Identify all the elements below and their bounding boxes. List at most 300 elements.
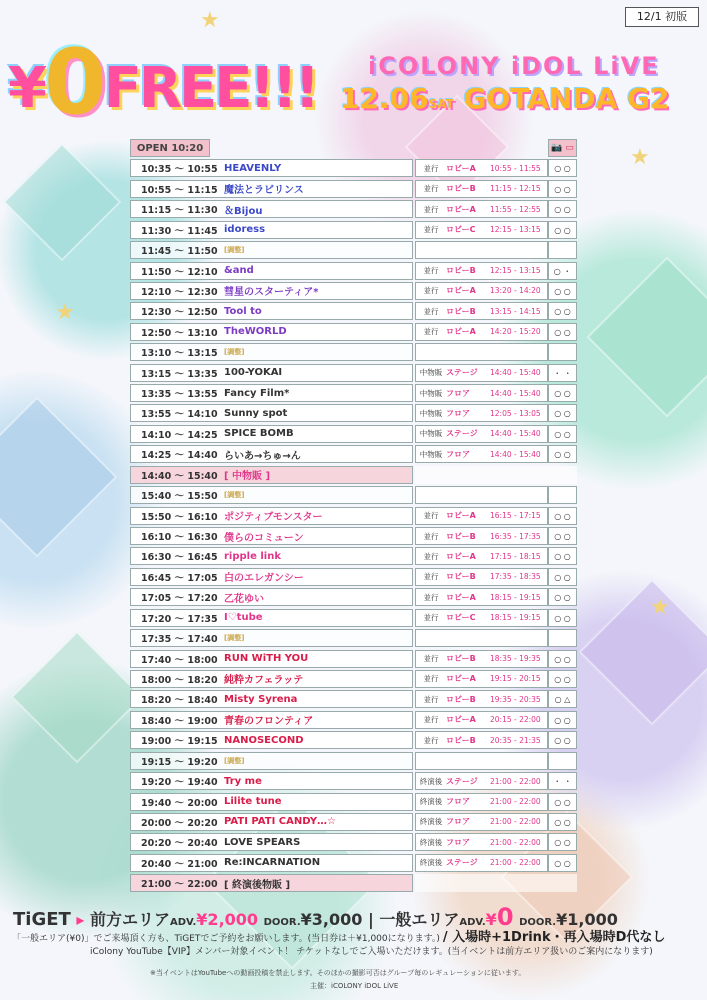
- slot-cell: [130, 690, 413, 708]
- performer-name: Tool to: [224, 305, 262, 317]
- merch-time: 17:35 - 18:35: [490, 572, 541, 582]
- slot-cell: [130, 813, 413, 831]
- performer-name: SPICE BOMB: [224, 428, 294, 440]
- slot-time: 12:10 ～ 12:30: [141, 286, 218, 298]
- logo-yen: ¥: [8, 56, 44, 121]
- general-adv-yen: ¥: [485, 910, 497, 929]
- schedule-row: [130, 445, 577, 463]
- merch-cell: [415, 772, 548, 790]
- merch-cell: [415, 180, 548, 198]
- slot-time: 18:40 ～ 19:00: [141, 715, 218, 727]
- merch-cell: [415, 343, 548, 361]
- photo-permission-marks: ○ ○: [548, 507, 577, 525]
- photo-permission-marks: [548, 343, 577, 361]
- youtube-note: iColony YouTube【VIP】メンバー対象イベント！ チケットなしでご入場いただけます。(当イベントは前方エリア扱いのご案内になります): [90, 947, 653, 957]
- photo-permission-marks: ○ ○: [548, 159, 577, 177]
- event-date: 12.06: [340, 82, 429, 115]
- slot-cell: [130, 323, 413, 341]
- performer-name: TheWORLD: [224, 326, 287, 338]
- slot-cell: [130, 425, 413, 443]
- merch-cell: [415, 854, 548, 872]
- schedule-row: [130, 343, 577, 361]
- schedule-row: [130, 466, 577, 484]
- merch-cell: [415, 568, 548, 586]
- schedule-row: [130, 752, 577, 770]
- merch-type: 並行: [423, 551, 439, 561]
- front-adv-price: ¥2,000: [196, 910, 259, 929]
- merch-cell: [415, 302, 548, 320]
- merch-location: ロビーA: [446, 674, 476, 684]
- general-area-label: 一般エリア: [379, 910, 460, 929]
- video-policy-note: ※当イベントはYouTubeへの動画投稿を禁止します。そのほかの撮影可否はグループ毎のレギュレーションに従います。: [150, 969, 526, 977]
- merch-type: 並行: [423, 592, 439, 602]
- slot-cell: [130, 670, 413, 688]
- slot-time: 14:40 ～ 15:40: [141, 470, 218, 482]
- slot-time: 15:40 ～ 15:50: [141, 491, 218, 503]
- merch-type: 終演後: [419, 817, 443, 827]
- slot-time: 13:35 ～ 13:55: [141, 389, 218, 401]
- photo-permission-marks: ○ ○: [548, 547, 577, 565]
- merch-time: 13:20 - 14:20: [490, 286, 541, 296]
- slot-time: 21:00 ～ 22:00: [141, 879, 218, 891]
- slot-time: 11:15 ～ 11:30: [141, 205, 218, 217]
- performer-name: 魔法とラビリンス: [224, 185, 304, 197]
- merch-type: 並行: [423, 694, 439, 704]
- open-time: OPEN 10:20: [130, 139, 210, 157]
- merch-time: 17:15 - 18:15: [490, 551, 541, 561]
- merch-cell: [415, 384, 548, 402]
- merch-location: ロビーC: [446, 225, 476, 235]
- slot-cell: [130, 159, 413, 177]
- slot-time: 15:50 ～ 16:10: [141, 511, 218, 523]
- slot-cell: [130, 507, 413, 525]
- performer-name: Misty Syrena: [224, 693, 298, 705]
- performer-name: [調整]: [224, 348, 245, 357]
- slot-time: 14:25 ～ 14:40: [141, 450, 218, 462]
- slot-cell: [130, 650, 413, 668]
- merch-cell: [415, 425, 548, 443]
- schedule-row: [130, 404, 577, 422]
- merch-location: フロア: [446, 408, 470, 418]
- merch-location: フロア: [446, 817, 470, 827]
- photo-permission-marks: ○ ○: [548, 650, 577, 668]
- merch-cell: [415, 466, 548, 484]
- slot-time: 14:10 ～ 14:25: [141, 429, 218, 441]
- merch-location: ロビーB: [446, 654, 476, 664]
- merch-cell: [415, 833, 548, 851]
- slot-time: 19:00 ～ 19:15: [141, 736, 218, 748]
- photo-permission-marks: [548, 486, 577, 504]
- merch-type: 中物販: [419, 368, 443, 378]
- slot-time: 13:55 ～ 14:10: [141, 409, 218, 421]
- slot-time: 13:15 ～ 13:35: [141, 368, 218, 380]
- slot-cell: [130, 731, 413, 749]
- photo-permission-marks: ○ △: [548, 690, 577, 708]
- photo-permission-marks: ○ ○: [548, 221, 577, 239]
- merch-location: ロビーC: [446, 613, 476, 623]
- slot-cell: [130, 384, 413, 402]
- merch-time: 20:35 - 21:35: [490, 735, 541, 745]
- camera-header: 📷 ▭: [548, 139, 577, 157]
- merch-location: ロビーA: [446, 327, 476, 337]
- slot-time: 20:20 ～ 20:40: [141, 838, 218, 850]
- free-logo: [8, 30, 317, 135]
- merch-cell: [415, 731, 548, 749]
- merch-type: 並行: [423, 266, 439, 276]
- slot-cell: [130, 793, 413, 811]
- event-day: SAT: [428, 97, 454, 111]
- general-door-price: ¥1,000: [556, 910, 618, 929]
- photo-permission-marks: ○ ○: [548, 711, 577, 729]
- slot-time: 20:40 ～ 21:00: [141, 858, 218, 870]
- slot-cell: [130, 404, 413, 422]
- merch-location: ロビーA: [446, 551, 476, 561]
- merch-cell: [415, 793, 548, 811]
- performer-name: らいあ→ちゅ→ん: [224, 450, 301, 462]
- slot-cell: [130, 527, 413, 545]
- performer-name: [ 終演後物販 ]: [224, 879, 291, 891]
- schedule-row: [130, 711, 577, 729]
- merch-time: 19:35 - 20:35: [490, 694, 541, 704]
- schedule-row: [130, 547, 577, 565]
- merch-type: 終演後: [419, 776, 443, 786]
- schedule-row: [130, 568, 577, 586]
- organizer: 主催：iCOLONY iDOL LiVE: [310, 982, 399, 990]
- schedule-row: [130, 793, 577, 811]
- adv-label-2: ADV.: [459, 917, 486, 928]
- slot-cell: [130, 588, 413, 606]
- open-row: [130, 139, 577, 157]
- photo-permission-marks: ○ ○: [548, 302, 577, 320]
- merch-location: ステージ: [446, 429, 478, 439]
- merch-cell: [415, 221, 548, 239]
- slot-time: 19:15 ～ 19:20: [141, 756, 218, 768]
- merch-time: 14:40 - 15:40: [490, 368, 541, 378]
- photo-permission-marks: ○ ・: [548, 262, 577, 280]
- schedule-row: [130, 241, 577, 259]
- performer-name: idoress: [224, 224, 266, 236]
- photo-permission-marks: ○ ○: [548, 854, 577, 872]
- merch-type: 中物販: [419, 408, 443, 418]
- slot-time: 18:20 ～ 18:40: [141, 695, 218, 707]
- merch-location: フロア: [446, 797, 470, 806]
- schedule-row: [130, 690, 577, 708]
- performer-name: 僕らのコミューン: [224, 532, 304, 544]
- merch-location: ロビーB: [446, 735, 476, 745]
- slot-cell: [130, 262, 413, 280]
- performer-name: ripple link: [224, 550, 281, 562]
- merch-type: 並行: [423, 572, 439, 582]
- merch-type: 中物販: [419, 449, 443, 459]
- slot-time: 11:45 ～ 11:50: [141, 246, 218, 258]
- logo-zero: 0: [43, 30, 104, 135]
- photo-permission-marks: ○ ○: [548, 670, 577, 688]
- photo-permission-marks: ・ ・: [548, 772, 577, 790]
- ticket-prices: TiGET ▸ 前方エリアADV.¥2,000 DOOR.¥3,000 | 一般エリアADV.¥0 DOOR.¥1,000: [13, 903, 618, 931]
- schedule-row: [130, 302, 577, 320]
- performer-name: RUN WiTH YOU: [224, 653, 309, 665]
- performer-name: Fancy Film*: [224, 387, 290, 399]
- performer-name: Try me: [224, 775, 262, 787]
- performer-name: Sunny spot: [224, 407, 288, 419]
- photo-permission-marks: ○ ○: [548, 568, 577, 586]
- slot-time: 13:10 ～ 13:15: [141, 348, 218, 360]
- schedule-row: [130, 200, 577, 218]
- slot-cell: [130, 302, 413, 320]
- photo-permission-marks: ○ ○: [548, 609, 577, 627]
- merch-cell: [415, 874, 548, 892]
- merch-time: 21:00 - 22:00: [490, 817, 541, 827]
- merch-time: 20:15 - 22:00: [490, 715, 541, 725]
- merch-type: 並行: [423, 654, 439, 664]
- photo-permission-marks: ○ ○: [548, 833, 577, 851]
- schedule-row: [130, 609, 577, 627]
- photo-permission-marks: [548, 629, 577, 647]
- arrow-icon: ▸: [76, 910, 85, 929]
- slot-cell: [130, 854, 413, 872]
- merch-cell: [415, 813, 548, 831]
- schedule-row: [130, 282, 577, 300]
- performer-name: ポジティブモンスター: [224, 512, 323, 524]
- merch-cell: [415, 711, 548, 729]
- merch-location: ステージ: [446, 368, 478, 378]
- photo-permission-marks: ○ ○: [548, 445, 577, 463]
- merch-time: 19:15 - 20:15: [490, 674, 541, 684]
- slot-cell: [130, 629, 413, 647]
- schedule-row: [130, 507, 577, 525]
- star-icon: ★: [55, 300, 75, 325]
- performer-name: [ 中物販 ]: [224, 471, 271, 483]
- performer-name: [調整]: [224, 756, 245, 765]
- merch-time: 21:00 - 22:00: [490, 797, 541, 806]
- schedule-row: [130, 486, 577, 504]
- slot-cell: [130, 364, 413, 382]
- merch-time: 12:05 - 13:05: [490, 408, 541, 418]
- merch-cell: [415, 282, 548, 300]
- merch-cell: [415, 200, 548, 218]
- slot-cell: [130, 568, 413, 586]
- merch-location: ロビーB: [446, 306, 476, 316]
- merch-time: 21:00 - 22:00: [490, 837, 541, 847]
- front-door-price: ¥3,000: [300, 910, 363, 929]
- photo-permission-marks: ○ ○: [548, 425, 577, 443]
- merch-type: 並行: [423, 511, 439, 521]
- merch-location: フロア: [446, 388, 470, 398]
- slot-time: 17:20 ～ 17:35: [141, 613, 218, 625]
- reservation-text: 「一般エリア(¥0)」でご来場頂く方も、TiGETでご予約をお願いします。(当日券は＋¥1,000になります。): [12, 934, 440, 944]
- merch-location: フロア: [446, 449, 470, 459]
- merch-cell: [415, 670, 548, 688]
- performer-name: 純粋カフェラッテ: [224, 675, 304, 687]
- photo-permission-marks: [548, 241, 577, 259]
- reservation-note: [12, 926, 665, 945]
- schedule-row: [130, 833, 577, 851]
- merch-type: 並行: [423, 184, 439, 194]
- merch-cell: [415, 527, 548, 545]
- performer-name: Re:INCARNATION: [224, 857, 321, 869]
- merch-type: 並行: [423, 715, 439, 725]
- photo-permission-marks: ○ ○: [548, 731, 577, 749]
- merch-type: 終演後: [419, 858, 443, 868]
- tiget-logo: TiGET: [13, 909, 71, 930]
- merch-time: 16:35 - 17:35: [490, 531, 541, 541]
- schedule-row: [130, 384, 577, 402]
- photo-permission-marks: ○ ○: [548, 793, 577, 811]
- schedule-row: [130, 221, 577, 239]
- performer-name: NANOSECOND: [224, 734, 304, 746]
- merch-cell: [415, 547, 548, 565]
- slot-cell: [130, 241, 413, 259]
- schedule-row: [130, 588, 577, 606]
- schedule-row: [130, 425, 577, 443]
- adv-label: ADV.: [170, 917, 197, 928]
- schedule-row: [130, 159, 577, 177]
- slot-time: 11:50 ～ 12:10: [141, 266, 218, 278]
- slot-cell: [130, 200, 413, 218]
- photo-permission-marks: ○ ○: [548, 323, 577, 341]
- merch-cell: [415, 507, 548, 525]
- slot-time: 12:30 ～ 12:50: [141, 307, 218, 319]
- merch-time: 16:15 - 17:15: [490, 511, 541, 521]
- schedule-row: [130, 262, 577, 280]
- merch-type: 並行: [423, 306, 439, 316]
- photo-permission-marks: ○ ○: [548, 588, 577, 606]
- photo-permission-marks: ○ ○: [548, 813, 577, 831]
- schedule-row: [130, 180, 577, 198]
- merch-cell: [415, 588, 548, 606]
- door-label-2: DOOR.: [519, 917, 557, 928]
- schedule-row: [130, 670, 577, 688]
- merch-time: 14:40 - 15:40: [490, 449, 541, 459]
- merch-cell: [415, 241, 548, 259]
- slot-cell: [130, 343, 413, 361]
- schedule-row: [130, 731, 577, 749]
- slot-cell: [130, 711, 413, 729]
- merch-cell: [415, 609, 548, 627]
- general-adv-zero: 0: [496, 903, 514, 931]
- merch-location: ロビーB: [446, 184, 476, 194]
- photo-permission-marks: ○ ○: [548, 180, 577, 198]
- schedule-row: [130, 527, 577, 545]
- slot-time: 12:50 ～ 13:10: [141, 327, 218, 339]
- merch-cell: [415, 690, 548, 708]
- merch-location: ロビーA: [446, 511, 476, 521]
- merch-location: ロビーA: [446, 286, 476, 296]
- merch-time: 10:55 - 11:55: [490, 163, 541, 173]
- performer-name: HEAVENLY: [224, 162, 282, 174]
- performer-name: 100-YOKAI: [224, 367, 283, 379]
- slot-cell: [130, 772, 413, 790]
- merch-type: 並行: [423, 225, 439, 235]
- merch-time: 18:15 - 19:15: [490, 613, 541, 623]
- merch-time: 18:15 - 19:15: [490, 592, 541, 602]
- merch-location: ロビーB: [446, 531, 476, 541]
- slot-time: 10:55 ～ 11:15: [141, 184, 218, 196]
- merch-type: 中物販: [419, 429, 443, 439]
- star-icon: ★: [200, 8, 220, 33]
- photo-permission-marks: ○ ○: [548, 200, 577, 218]
- photo-permission-marks: [548, 874, 577, 892]
- performer-name: LOVE SPEARS: [224, 836, 301, 848]
- slot-cell: [130, 752, 413, 770]
- door-label: DOOR.: [263, 917, 301, 928]
- slot-cell: [130, 282, 413, 300]
- event-date-venue: [340, 82, 669, 115]
- schedule-row: [130, 854, 577, 872]
- schedule-row: [130, 772, 577, 790]
- merch-time: 12:15 - 13:15: [490, 225, 541, 235]
- slot-time: 19:40 ～ 20:00: [141, 797, 218, 809]
- merch-time: 13:15 - 14:15: [490, 306, 541, 316]
- performer-name: [調整]: [224, 246, 245, 255]
- schedule-row: [130, 323, 577, 341]
- merch-location: ロビーA: [446, 204, 476, 214]
- merch-type: 並行: [423, 286, 439, 296]
- merch-type: 並行: [423, 531, 439, 541]
- merch-time: 14:20 - 15:20: [490, 327, 541, 337]
- merch-cell: [415, 323, 548, 341]
- slot-time: 11:30 ～ 11:45: [141, 225, 218, 237]
- performer-name: 彗星のスターティア*: [224, 287, 319, 299]
- event-title: iCOLONY iDOL LiVE: [368, 52, 660, 80]
- slot-time: 20:00 ～ 20:20: [141, 817, 218, 829]
- merch-location: ロビーB: [446, 694, 476, 704]
- photo-permission-marks: ○ ○: [548, 282, 577, 300]
- merch-type: 並行: [423, 735, 439, 745]
- slot-cell: [130, 445, 413, 463]
- performer-name: [調整]: [224, 634, 245, 643]
- merch-location: ロビーB: [446, 572, 476, 582]
- merch-location: ロビーA: [446, 163, 476, 173]
- merch-location: ステージ: [446, 858, 478, 868]
- merch-location: ロビーA: [446, 592, 476, 602]
- performer-name: 白のエレガンシー: [224, 573, 304, 585]
- merch-time: 11:55 - 12:55: [490, 204, 541, 214]
- photo-permission-marks: ○ ○: [548, 527, 577, 545]
- slot-cell: [130, 180, 413, 198]
- performer-name: [調整]: [224, 491, 245, 500]
- photo-permission-marks: ○ ○: [548, 384, 577, 402]
- photo-permission-marks: ・ ・: [548, 364, 577, 382]
- merch-location: フロア: [446, 837, 470, 847]
- merch-location: ロビーA: [446, 715, 476, 725]
- slot-time: 16:10 ～ 16:30: [141, 532, 218, 544]
- slot-cell: [130, 486, 413, 504]
- performer-name: PATI PATI CANDY…☆: [224, 816, 337, 828]
- merch-type: 並行: [423, 674, 439, 684]
- merch-time: 11:15 - 12:15: [490, 184, 541, 194]
- merch-location: ロビーB: [446, 266, 476, 276]
- drink-note: / 入場時+1Drink・再入場時D代なし: [442, 930, 666, 945]
- slot-time: 17:05 ～ 17:20: [141, 593, 218, 605]
- schedule-row: [130, 629, 577, 647]
- star-icon: ★: [650, 595, 670, 620]
- schedule-row: [130, 650, 577, 668]
- schedule-row: [130, 874, 577, 892]
- slot-cell: [130, 609, 413, 627]
- slot-cell: [130, 874, 413, 892]
- photo-permission-marks: ○ ○: [548, 404, 577, 422]
- merch-cell: [415, 262, 548, 280]
- merch-type: 終演後: [419, 797, 443, 806]
- slot-time: 19:20 ～ 19:40: [141, 777, 218, 789]
- merch-type: 終演後: [419, 837, 443, 847]
- merch-time: 14:40 - 15:40: [490, 429, 541, 439]
- merch-type: 中物販: [419, 388, 443, 398]
- schedule-row: [130, 364, 577, 382]
- merch-time: 18:35 - 19:35: [490, 654, 541, 664]
- slot-cell: [130, 833, 413, 851]
